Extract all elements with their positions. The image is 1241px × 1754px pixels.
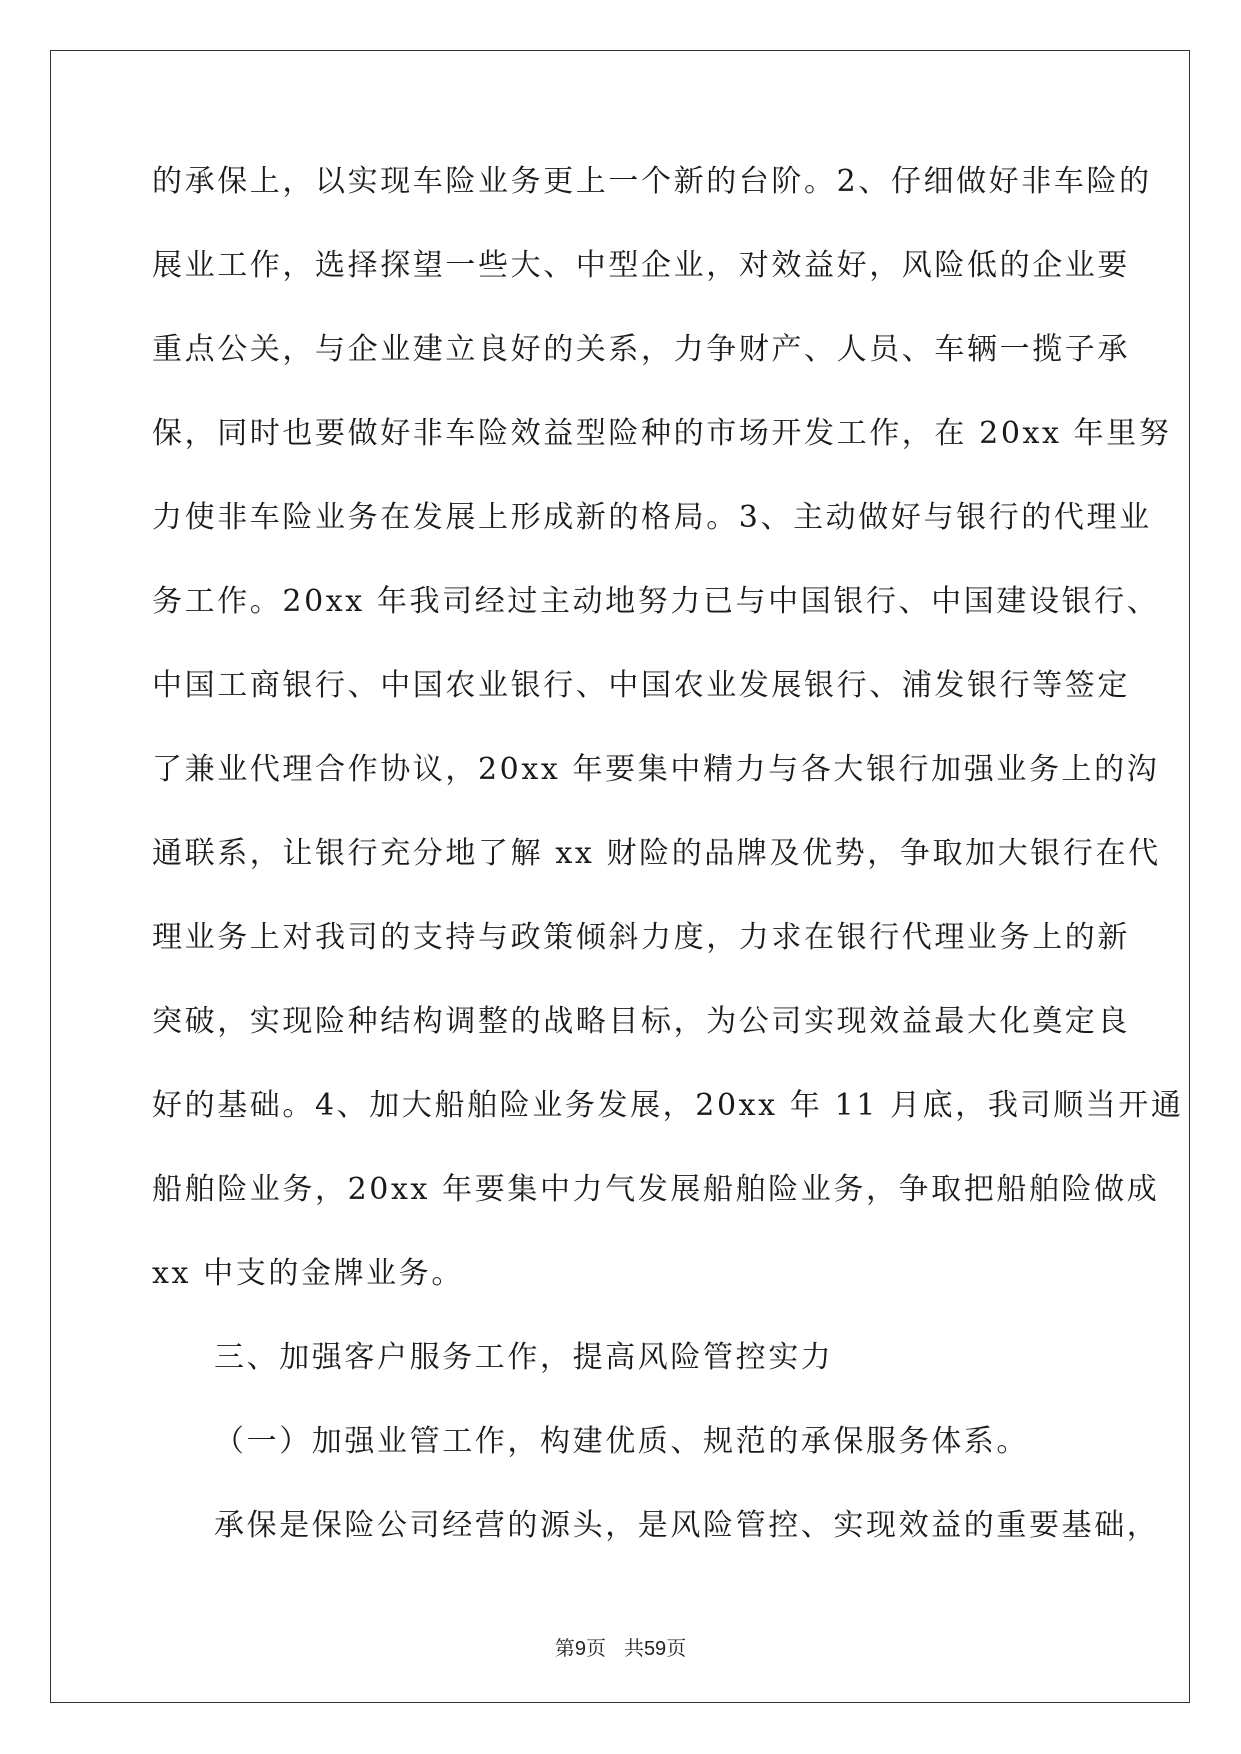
body-line: 重点公关，与企业建立良好的关系，力争财产、人员、车辆一揽子承 (152, 332, 1130, 367)
body-line: xx 中支的金牌业务。 (152, 1256, 464, 1291)
page-total: 59 (643, 1638, 667, 1660)
body-line: 力使非车险业务在发展上形成新的格局。3、主动做好与银行的代理业 (152, 500, 1152, 535)
body-line: 好的基础。4、加大船舶险业务发展，20xx 年 11 月底，我司顺当开通 (152, 1088, 1184, 1123)
body-line: 展业工作，选择探望一些大、中型企业，对效益好，风险低的企业要 (152, 248, 1130, 283)
total-suffix: 页 (666, 1636, 687, 1660)
total-prefix: 共 (623, 1636, 644, 1660)
body-line: 理业务上对我司的支持与政策倾斜力度，力求在银行代理业务上的新 (152, 920, 1130, 955)
body-line: 中国工商银行、中国农业银行、中国农业发展银行、浦发银行等签定 (152, 668, 1130, 703)
paragraph-start-line: 承保是保险公司经营的源头，是风险管控、实现效益的重要基础， (214, 1508, 1160, 1543)
body-line: 突破，实现险种结构调整的战略目标，为公司实现效益最大化奠定良 (152, 1004, 1130, 1039)
page-suffix: 页 (585, 1636, 606, 1660)
page-footer (0, 1632, 1241, 1661)
page-prefix: 第 (554, 1636, 575, 1660)
page-current: 9 (574, 1638, 586, 1660)
document-body (152, 160, 1184, 1588)
body-line: 务工作。20xx 年我司经过主动地努力已与中国银行、中国建设银行、 (152, 584, 1160, 619)
section-heading: 三、加强客户服务工作，提高风险管控实力 (214, 1340, 834, 1375)
body-line: 通联系，让银行充分地了解 xx 财险的品牌及优势，争取加大银行在代 (152, 836, 1161, 871)
body-line: 船舶险业务，20xx 年要集中力气发展船舶险业务，争取把船舶险做成 (152, 1172, 1160, 1207)
body-line: 的承保上，以实现车险业务更上一个新的台阶。2、仔细做好非车险的 (152, 164, 1152, 199)
body-line: 保，同时也要做好非车险效益型险种的市场开发工作，在 20xx 年里努 (152, 416, 1172, 451)
subsection-heading: （一）加强业管工作，构建优质、规范的承保服务体系。 (214, 1424, 1029, 1459)
body-line: 了兼业代理合作协议，20xx 年要集中精力与各大银行加强业务上的沟 (152, 752, 1160, 787)
